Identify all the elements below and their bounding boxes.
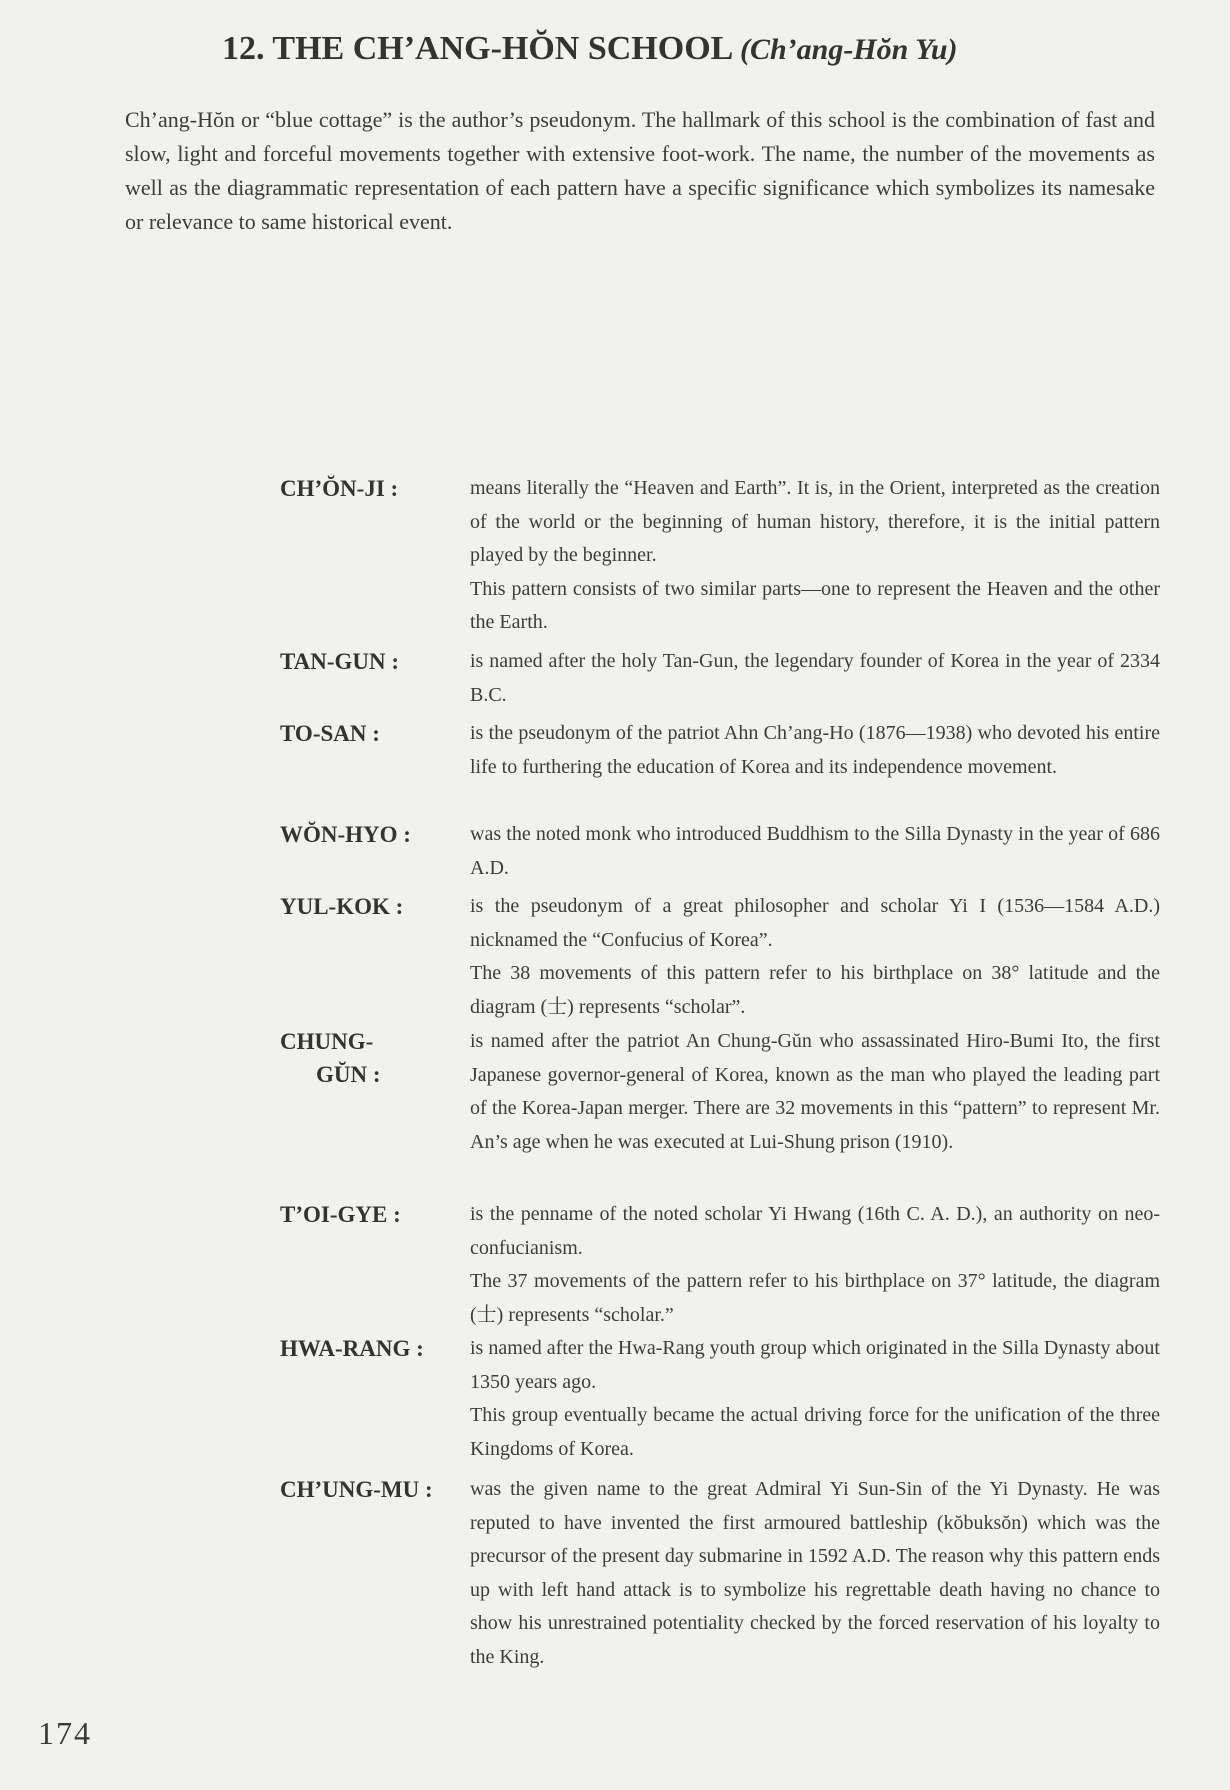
pattern-name: CH’UNG-MU : bbox=[280, 1477, 433, 1502]
pattern-name-line-1: CHUNG- bbox=[280, 1029, 374, 1054]
pattern-description bbox=[470, 1198, 1160, 1332]
description-paragraph: is the pseudonym of the patriot Ahn Ch’ang-Ho (1876—1938) who devoted his entire life to furthering the education of Korea and its independence movement. bbox=[470, 722, 1160, 778]
section-title: THE CH’ANG-HŎN SCHOOL bbox=[272, 30, 732, 67]
pattern-name: T’OI-GYE : bbox=[280, 1202, 401, 1227]
pattern-description bbox=[470, 645, 1160, 712]
section-heading bbox=[222, 30, 1122, 68]
section-subtitle: (Ch’ang-Hŏn Yu) bbox=[739, 33, 958, 66]
pattern-description bbox=[470, 818, 1160, 885]
pattern-description bbox=[470, 1332, 1160, 1466]
description-paragraph: was the noted monk who introduced Buddhism to the Silla Dynasty in the year of 686 A.D. bbox=[470, 823, 1160, 879]
pattern-name: TO-SAN : bbox=[280, 721, 380, 746]
pattern-name bbox=[280, 1025, 460, 1091]
description-paragraph: is the penname of the noted scholar Yi Hwang (16th C. A. D.), an authority on neo-confucianism. bbox=[470, 1203, 1160, 1259]
section-number: 12. bbox=[222, 30, 265, 67]
intro-paragraph: Ch’ang-Hŏn or “blue cottage” is the author’s pseudonym. The hallmark of this school is the combination of fast and slow, light and forceful movements together with extensive foot-work. The name, the number of the movements as well as the diagrammatic representation of each pattern have a specific significance which symbolizes its namesake or relevance to same historical event. bbox=[125, 107, 1155, 234]
pattern-name: CH’ŎN-JI : bbox=[280, 476, 399, 501]
pattern-name: HWA-RANG : bbox=[280, 1336, 424, 1361]
pattern-description bbox=[470, 1025, 1160, 1159]
pattern-description bbox=[470, 717, 1160, 784]
description-paragraph: This pattern consists of two similar parts—one to represent the Heaven and the other the Earth. bbox=[470, 577, 1160, 633]
description-paragraph: is named after the Hwa-Rang youth group which originated in the Silla Dynasty about 1350 years ago. bbox=[470, 1337, 1160, 1393]
description-paragraph: This group eventually became the actual driving force for the unification of the three Kingdoms of Korea. bbox=[470, 1404, 1160, 1460]
description-paragraph: is the pseudonym of a great philosopher and scholar Yi I (1536—1584 A.D.) nicknamed the “Confucius of Korea”. bbox=[470, 895, 1160, 951]
description-paragraph: The 37 movements of the pattern refer to his birthplace on 37° latitude, the diagram (士) represents “scholar.” bbox=[470, 1270, 1160, 1326]
pattern-description bbox=[470, 1473, 1160, 1674]
description-paragraph: is named after the holy Tan-Gun, the legendary founder of Korea in the year of 2334 B.C. bbox=[470, 650, 1160, 706]
description-paragraph: is named after the patriot An Chung-Gŭn who assassinated Hiro-Bumi Ito, the first Japanese governor-general of Korea, known as the man who played the leading part of the Korea-Japan merger. There are 32 movements in this “pattern” to represent Mr. An’s age when he was executed at Lui-Shung prison (1910). bbox=[470, 1030, 1160, 1153]
pattern-name: WŎN-HYO : bbox=[280, 822, 411, 847]
description-paragraph: means literally the “Heaven and Earth”. It is, in the Orient, interpreted as the creation of the world or the beginning of human history, therefore, it is the initial pattern played by the beginner. bbox=[470, 477, 1160, 566]
pattern-name: TAN-GUN : bbox=[280, 649, 400, 674]
pattern-name-line-2: GŬN : bbox=[316, 1062, 381, 1087]
description-paragraph: The 38 movements of this pattern refer to his birthplace on 38° latitude and the diagram (士) represents “scholar”. bbox=[470, 962, 1160, 1018]
pattern-description bbox=[470, 890, 1160, 1024]
description-paragraph: was the given name to the great Admiral Yi Sun-Sin of the Yi Dynasty. He was reputed to have invented the first armoured battleship (kŏbuksŏn) which was the precursor of the present day submarine in 1592 A.D. The reason why this pattern ends up with left hand attack is to symbolize his regrettable death having no chance to show his unrestrained potentiality checked by the forced reservation of his loyalty to the King. bbox=[470, 1478, 1160, 1668]
page-number: 174 bbox=[38, 1715, 92, 1751]
pattern-name: YUL-KOK : bbox=[280, 894, 404, 919]
pattern-description bbox=[470, 472, 1160, 640]
